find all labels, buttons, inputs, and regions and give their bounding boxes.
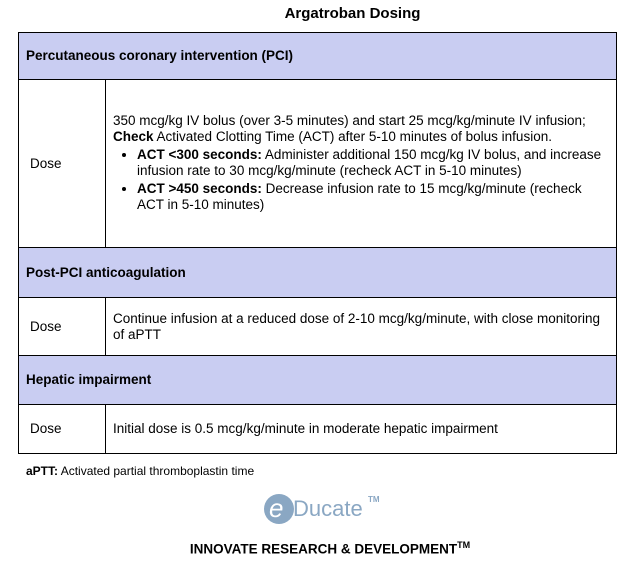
- intro-text: 350 mcg/kg IV bolus (over 3-5 minutes) and start 25 mcg/kg/minute IV infusion;: [113, 112, 586, 128]
- bullet-bold: ACT >450 seconds:: [137, 180, 262, 196]
- section-header-hepatic: [19, 356, 617, 405]
- row-label: Dose: [19, 405, 106, 454]
- section-heading: Post-PCI anticoagulation: [19, 248, 617, 298]
- bullet-text: Decrease infusion rate to 15 mcg/kg/minute (recheck ACT in 5-10 minutes): [137, 180, 582, 212]
- bullet-text: Administer additional 150 mcg/kg IV bolus, and increase infusion rate to 30 mcg/kg/minute (recheck ACT in 5-10 minutes): [137, 146, 602, 178]
- table-row-hepatic-dose: [19, 405, 617, 454]
- educate-logo: [264, 493, 394, 525]
- list-item: [137, 147, 608, 179]
- row-content: Continue infusion at a reduced dose of 2-10 mcg/kg/minute, with close monitoring of aPTT: [106, 298, 617, 356]
- intro-text-cont: Activated Clotting Time (ACT) after 5-10 minutes of bolus infusion.: [153, 128, 552, 144]
- section-heading: Percutaneous coronary intervention (PCI): [19, 33, 617, 80]
- logo-letter: e: [269, 493, 284, 523]
- footnote-term: aPTT:: [26, 464, 59, 478]
- row-label: Dose: [19, 298, 106, 356]
- table-row-pci-dose: [19, 80, 617, 248]
- logo-trademark: TM: [368, 495, 380, 504]
- list-item: [137, 181, 608, 213]
- dosing-table: [18, 32, 617, 454]
- pci-intro: [113, 113, 608, 145]
- row-content: Initial dose is 0.5 mcg/kg/minute in moderate hepatic impairment: [106, 405, 617, 454]
- logo-wordmark: Ducate: [293, 496, 363, 521]
- section-header-post-pci: [19, 248, 617, 298]
- document-title: Argatroban Dosing: [284, 5, 421, 22]
- company-name: [0, 540, 639, 557]
- company-trademark: TM: [457, 540, 471, 550]
- company-text: INNOVATE RESEARCH & DEVELOPMENT: [189, 541, 458, 557]
- section-heading: Hepatic impairment: [19, 356, 617, 405]
- row-content: [106, 80, 617, 248]
- pci-bullet-list: [113, 147, 608, 213]
- intro-bold: Check: [113, 128, 154, 144]
- section-header-pci: [19, 33, 617, 80]
- footnote-definition: Activated partial thromboplastin time: [58, 464, 255, 478]
- row-label: Dose: [19, 80, 106, 248]
- bullet-bold: ACT <300 seconds:: [137, 146, 262, 162]
- table-row-post-pci-dose: [19, 298, 617, 356]
- footnote: [26, 464, 254, 478]
